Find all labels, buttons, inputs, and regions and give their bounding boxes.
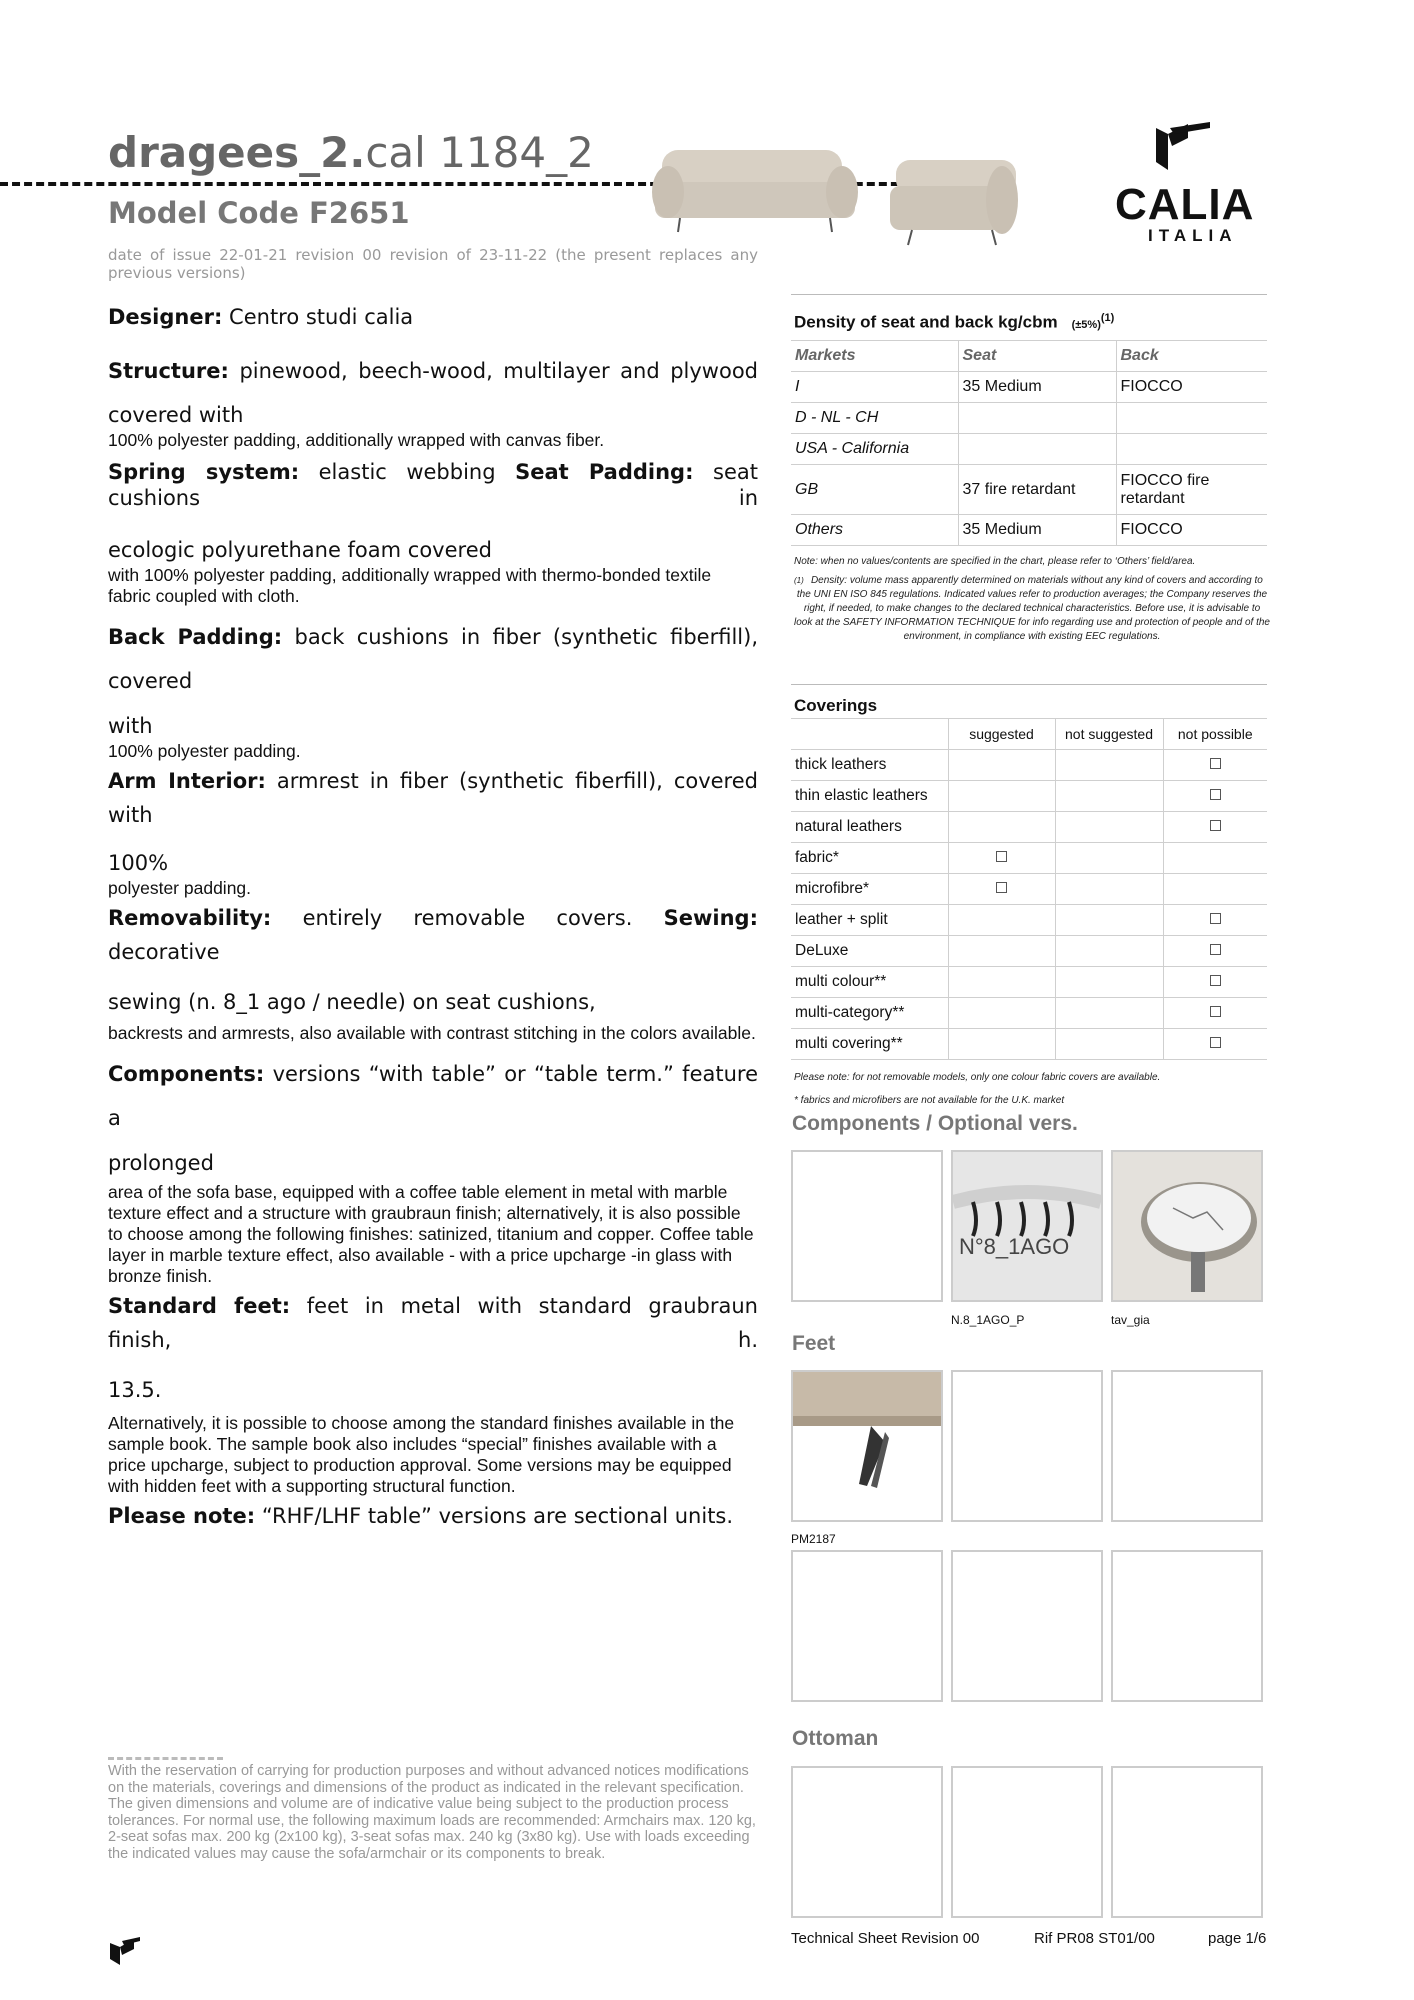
- logo-name: CALIA: [1115, 180, 1255, 229]
- density-market: I: [791, 372, 958, 403]
- structure-line: Structure: pinewood, beech-wood, multilayer and plywood: [108, 359, 758, 383]
- density-seat: 35 Medium: [958, 515, 1116, 546]
- ottoman-title: Ottoman: [792, 1727, 879, 1750]
- coverings-label: leather + split: [791, 905, 948, 936]
- removability-sewing-line: Removability: entirely removable covers. Sewing: decorative: [108, 906, 758, 964]
- checkbox-icon: [1210, 758, 1221, 769]
- coverings-cell: [1163, 1029, 1267, 1060]
- coverings-header-empty: [791, 719, 948, 750]
- density-seat: 37 fire retardant: [958, 465, 1116, 515]
- foot-image-pm2187: [791, 1370, 943, 1522]
- coverings-label: multi colour**: [791, 967, 948, 998]
- coverings-cell: [1055, 750, 1163, 781]
- arm-detail: polyester padding.: [108, 878, 252, 898]
- checkbox-icon: [996, 851, 1007, 862]
- arm-interior-line: Arm Interior: armrest in fiber (synthetic fiberfill), covered with: [108, 769, 758, 827]
- coverings-cell: [1055, 781, 1163, 812]
- logo-subtitle: ITALIA: [1148, 226, 1238, 245]
- density-back: [1116, 434, 1267, 465]
- coverings-header-suggested: suggested: [948, 719, 1055, 750]
- density-header-markets: Markets: [791, 341, 958, 372]
- density-note: Note: when no values/contents are specified in the chart, please refer to ‘Others’ field/area.: [794, 556, 1196, 567]
- seat-continued: ecologic polyurethane foam covered: [108, 538, 492, 562]
- footnote: With the reservation of carrying for production purposes and without advanced notices modifications on the materials, coverings and dimensions of the product as indicated in the relevant specification. The given dimensions and volume are of indicative value being subject to the production process tolerances. For normal use, the following maximum loads are recommended: Armchairs max. 120 kg, 2-seat sofas max. 200 kg (2x100 kg), 3-seat sofas max. 240 kg (3x80 kg). Use with loads exceeding the indicated values may cause the sofa/armchair or its components to break.: [108, 1763, 756, 1862]
- coverings-label: DeLuxe: [791, 936, 948, 967]
- checkbox-icon: [1210, 913, 1221, 924]
- components-detail: area of the sofa base, equipped with a coffee table element in metal with marble texture effect and a structure with graubraun finish; alternatively, it is also possible to choose among the following finishes: satinized, titanium and copper. Coffee table layer in marble texture effect, also available - with a price upcharge -in glass with bronze finish.: [108, 1182, 754, 1286]
- foot-icon: [793, 1372, 941, 1520]
- coverings-cell: [1163, 967, 1267, 998]
- coverings-cell: [1163, 936, 1267, 967]
- coverings-cell: [1055, 812, 1163, 843]
- coverings-header-not-possible: not possible: [1163, 719, 1267, 750]
- footer-reference: Rif PR08 ST01/00: [1034, 1930, 1155, 1947]
- coverings-footnote: * fabrics and microfibers are not available for the U.K. market: [794, 1095, 1065, 1106]
- density-seat: [958, 403, 1116, 434]
- density-back: [1116, 403, 1267, 434]
- coverings-cell: [1163, 781, 1267, 812]
- coverings-cell: [1055, 936, 1163, 967]
- product-title: dragees_2.cal 1184_2: [108, 128, 594, 177]
- density-top-rule: [791, 294, 1267, 295]
- coverings-row: [791, 967, 1267, 998]
- ottoman-image-empty: [951, 1766, 1103, 1918]
- calia-footer-logo-icon: [108, 1935, 142, 1969]
- sewing-continued: sewing (n. 8_1 ago / needle) on seat cushions,: [108, 990, 596, 1014]
- coverings-label: thin elastic leathers: [791, 781, 948, 812]
- coverings-cell: [1055, 843, 1163, 874]
- components-line: Components: versions “with table” or “table term.” feature a: [108, 1062, 758, 1130]
- ottoman-image-empty: [1111, 1766, 1263, 1918]
- density-back: FIOCCO: [1116, 372, 1267, 403]
- checkbox-icon: [1210, 1037, 1221, 1048]
- designer-line: Designer: Centro studi calia: [108, 305, 414, 329]
- checkbox-icon: [1210, 820, 1221, 831]
- coverings-label: natural leathers: [791, 812, 948, 843]
- coverings-cell: [948, 750, 1055, 781]
- coverings-cell: [1055, 874, 1163, 905]
- density-header-back: Back: [1116, 341, 1267, 372]
- back-padding-line: Back Padding: back cushions in fiber (synthetic fiberfill), covered: [108, 625, 758, 693]
- density-market: GB: [791, 465, 958, 515]
- component-image-stitch: [951, 1150, 1103, 1302]
- spring-seat-line: Spring system: elastic webbing Seat Padding: seat cushions in: [108, 460, 758, 510]
- coverings-cell: [948, 936, 1055, 967]
- coverings-cell: [1055, 1029, 1163, 1060]
- coverings-row: [791, 998, 1267, 1029]
- coverings-row: [791, 905, 1267, 936]
- checkbox-icon: [996, 882, 1007, 893]
- footnote-divider: [108, 1757, 223, 1760]
- coverings-cell: [948, 1029, 1055, 1060]
- components-title: Components / Optional vers.: [792, 1112, 1078, 1135]
- please-note-line: Please note: “RHF/LHF table” versions are sectional units.: [108, 1504, 734, 1528]
- coverings-row: [791, 781, 1267, 812]
- components-continued: prolonged: [108, 1151, 214, 1175]
- density-market: USA - California: [791, 434, 958, 465]
- coverings-header-not-suggested: not suggested: [1055, 719, 1163, 750]
- density-seat: [958, 434, 1116, 465]
- coverings-cell: [1163, 905, 1267, 936]
- density-market: Others: [791, 515, 958, 546]
- coverings-cell: [1055, 998, 1163, 1029]
- calia-logo-mark-icon: [1110, 118, 1260, 178]
- component-image-empty: [791, 1150, 943, 1302]
- coverings-row: [791, 843, 1267, 874]
- coverings-cell: [1163, 750, 1267, 781]
- density-back: FIOCCO: [1116, 515, 1267, 546]
- coverings-label: microfibre*: [791, 874, 948, 905]
- coverings-cell: [948, 812, 1055, 843]
- specifications: [108, 290, 758, 1533]
- coverings-cell: [948, 874, 1055, 905]
- sewing-detail: backrests and armrests, also available with contrast stitching in the colors available.: [108, 1023, 756, 1043]
- coverings-table: [791, 718, 1267, 1060]
- calia-logo: [1110, 118, 1260, 248]
- density-seat: 35 Medium: [958, 372, 1116, 403]
- coverings-cell: [1163, 812, 1267, 843]
- arm-continued: 100%: [108, 851, 169, 875]
- coverings-top-rule: [791, 684, 1267, 685]
- structure-detail: 100% polyester padding, additionally wrapped with canvas fiber.: [108, 430, 605, 450]
- feet-continued: 13.5.: [108, 1378, 162, 1402]
- coverings-note: Please note: for not removable models, only one colour fabric covers are available.: [794, 1072, 1161, 1083]
- footer-sheet: Technical Sheet Revision 00: [791, 1930, 980, 1947]
- density-title: Density of seat and back kg/cbm $(\pm 5\%)^{(1)}$: [794, 312, 1115, 332]
- coverings-row: [791, 936, 1267, 967]
- footer-page: page 1/6: [1208, 1930, 1267, 1947]
- feet-title: Feet: [792, 1332, 836, 1355]
- density-back: FIOCCO fire retardant: [1116, 465, 1267, 515]
- coverings-row: [791, 1029, 1267, 1060]
- component-caption: tav_gia: [1111, 1313, 1150, 1327]
- foot-image-empty: [951, 1370, 1103, 1522]
- component-image-table: [1111, 1150, 1263, 1302]
- back-detail: 100% polyester padding.: [108, 741, 301, 761]
- checkbox-icon: [1210, 944, 1221, 955]
- coverings-cell: [1163, 874, 1267, 905]
- coverings-cell: [1055, 905, 1163, 936]
- stitch-label: N°8_1AGO: [959, 1234, 1070, 1259]
- coverings-cell: [948, 967, 1055, 998]
- structure-continued: covered with: [108, 403, 244, 427]
- standard-feet-line: Standard feet: feet in metal with standard graubraun finish, h.: [108, 1294, 758, 1352]
- foot-image-empty: [951, 1550, 1103, 1702]
- back-continued: with: [108, 714, 153, 738]
- foot-image-empty: [1111, 1550, 1263, 1702]
- coverings-row: [791, 874, 1267, 905]
- model-code: Model Code F2651: [108, 196, 410, 230]
- foot-caption: PM2187: [791, 1532, 836, 1546]
- density-market: D - NL - CH: [791, 403, 958, 434]
- checkbox-icon: [1210, 975, 1221, 986]
- coverings-row: [791, 750, 1267, 781]
- checkbox-icon: [1210, 789, 1221, 800]
- component-caption: N.8_1AGO_P: [951, 1313, 1025, 1327]
- ottoman-image-empty: [791, 1766, 943, 1918]
- coverings-title: Coverings: [794, 696, 878, 715]
- coverings-label: thick leathers: [791, 750, 948, 781]
- density-header-seat: Seat: [958, 341, 1116, 372]
- coverings-cell: [948, 998, 1055, 1029]
- coverings-cell: [948, 843, 1055, 874]
- sofa-product-image: [650, 130, 1030, 250]
- coverings-label: fabric*: [791, 843, 948, 874]
- density-table: [791, 340, 1267, 546]
- seat-detail: with 100% polyester padding, additionally wrapped with thermo-bonded textile fabric coupled with cloth.: [108, 565, 712, 606]
- coverings-cell: [1163, 998, 1267, 1029]
- coverings-label: multi-category**: [791, 998, 948, 1029]
- coverings-row: [791, 812, 1267, 843]
- foot-image-empty: [791, 1550, 943, 1702]
- coverings-cell: [1055, 967, 1163, 998]
- coverings-cell: [948, 781, 1055, 812]
- foot-image-empty: [1111, 1370, 1263, 1522]
- coverings-label: multi covering**: [791, 1029, 948, 1060]
- coverings-cell: [948, 905, 1055, 936]
- coverings-cell: [1163, 843, 1267, 874]
- stitch-icon: [953, 1152, 1101, 1300]
- density-footnote: (1) Density: volume mass apparently determined on materials without any kind of covers and according to the UNI EN ISO 845 regulations. Indicated values refer to production averages; the Company reserves the right, if needed, to make changes to the declared technical characteristics. Before use, it is advisable to look at the SAFETY INFORMATION TECHNIQUE for info regarding use and protection of people and of the environment, in compliance with existing EEC regulations.: [794, 575, 1270, 642]
- table-icon: [1113, 1152, 1261, 1300]
- feet-detail: Alternatively, it is possible to choose among the standard finishes available in the sample book. The sample book also includes “special” finishes available with a price upcharge, subject to production approval. Some versions may be equipped with hidden feet with a supporting structural function.: [108, 1413, 735, 1496]
- issue-date: date of issue 22-01-21 revision 00 revision of 23-11-22 (the present replaces any previous versions): [108, 246, 758, 282]
- checkbox-icon: [1210, 1006, 1221, 1017]
